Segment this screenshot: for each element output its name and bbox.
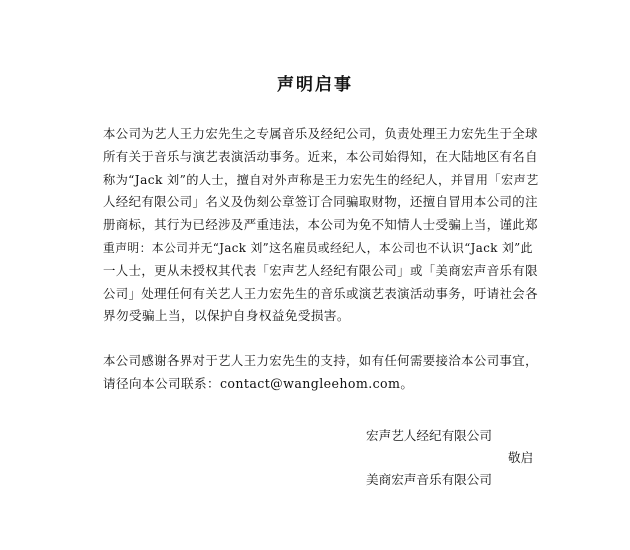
document-title: 声明启事 bbox=[277, 75, 353, 95]
paragraph-line: 一人士，更从未授权其代表「宏声艺人经纪有限公司」或「美商宏声音乐有限 bbox=[103, 262, 538, 278]
paragraph-line: 请径向本公司联系：contact@wangleehom.com。 bbox=[103, 375, 414, 391]
paragraph-line: 重声明：本公司并无“Jack 刘”这名雇员或经纪人，本公司也不认识“Jack 刘”此 bbox=[103, 240, 533, 255]
paragraph-line: 本公司感谢各界对于艺人王力宏先生的支持，如有任何需要接洽本公司事宜， bbox=[103, 353, 538, 368]
paragraph-line: 公司」处理任何有关艺人王力宏先生的音乐或演艺表演活动事务，吁请社会各 bbox=[103, 285, 538, 301]
paragraph-line: 称为“Jack 刘”的人士，擅自对外声称是王力宏先生的经纪人，并冒用「宏声艺 bbox=[103, 172, 539, 187]
paragraph-line: 本公司为艺人王力宏先生之专属音乐及经纪公司，负责处理王力宏先生于全球 bbox=[103, 126, 538, 141]
paragraph-line: 界勿受骗上当，以保护自身权益免受损害。 bbox=[103, 308, 350, 324]
paragraph-line: 所有关于音乐与演艺表演活动事务。近来，本公司始得知，在大陆地区有名自 bbox=[103, 148, 538, 164]
signature-company-1: 宏声艺人经纪有限公司 bbox=[366, 428, 492, 443]
paragraph-line: 人经纪有限公司」名义及伪刻公章签订合同骗取财物，还擅自冒用本公司的注 bbox=[103, 194, 538, 210]
statement-paragraph-2 bbox=[103, 350, 539, 396]
paragraph-line: 册商标，其行为已经涉及严重违法，本公司为免不知情人士受骗上当，谨此郑 bbox=[103, 217, 538, 233]
statement-paragraph-1 bbox=[103, 123, 539, 328]
respectfully-closing: 敬启 bbox=[508, 450, 534, 465]
signature-company-2: 美商宏声音乐有限公司 bbox=[366, 472, 492, 487]
